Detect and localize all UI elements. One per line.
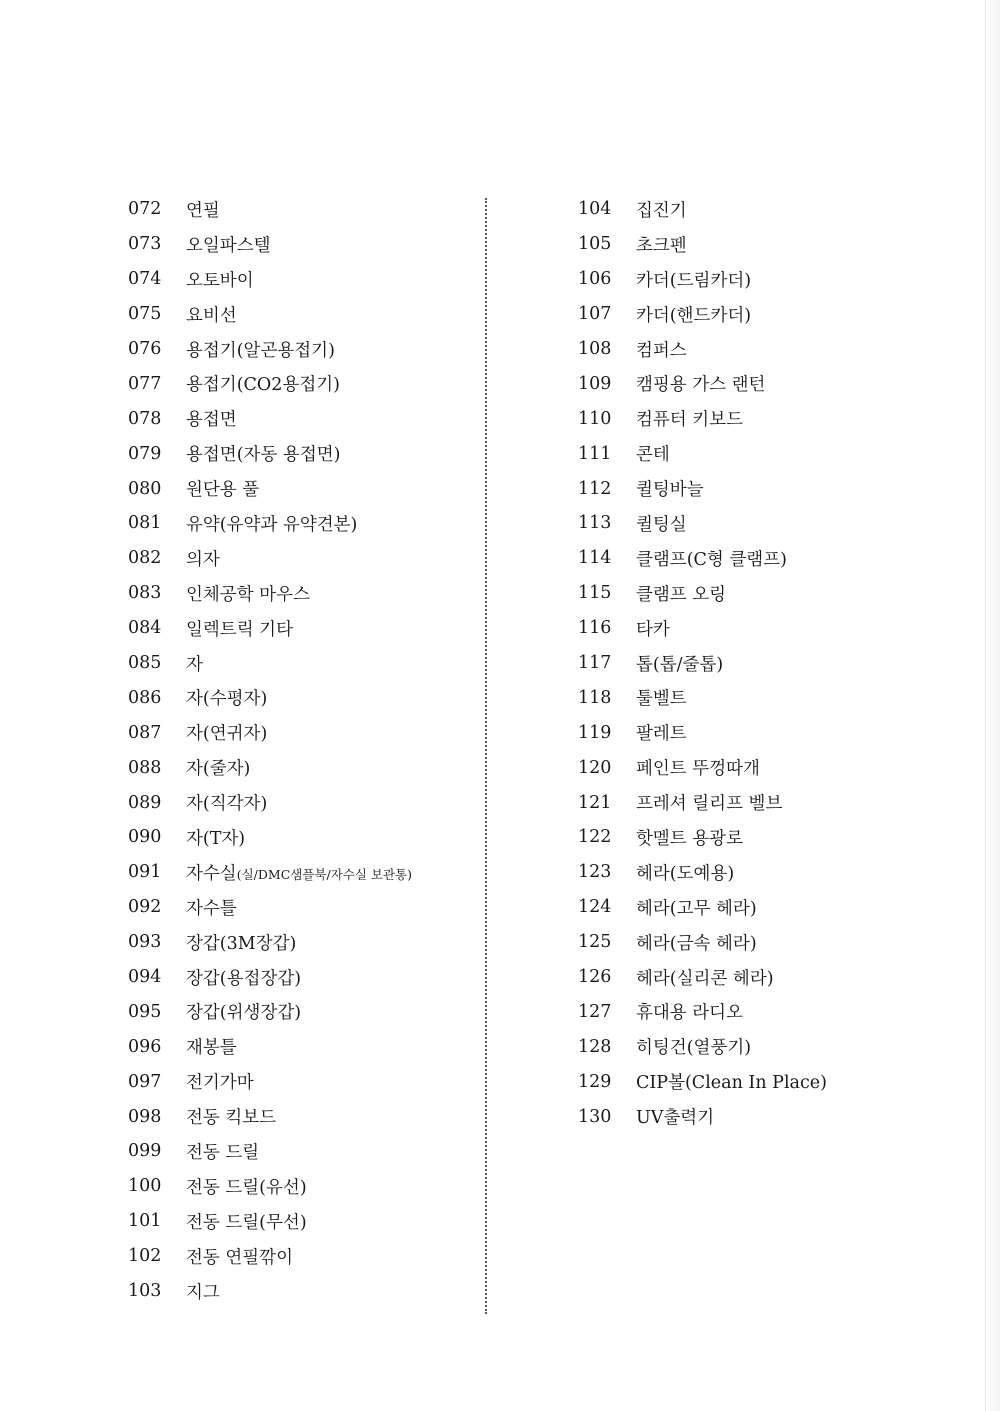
entry-term-text: 용접면(자동 용접면) [186, 445, 341, 466]
entry-term-text: 장갑(용접장갑) [186, 968, 302, 989]
entry-number: 128 [578, 1036, 612, 1057]
index-entry [128, 1204, 528, 1239]
index-entry [128, 646, 528, 681]
entry-term [186, 930, 296, 955]
entry-number: 088 [128, 757, 162, 778]
entry-term-text: 자(직각자) [186, 794, 268, 815]
entry-term [636, 895, 757, 920]
entry-term [636, 406, 743, 431]
entry-term [186, 1174, 307, 1199]
entry-number: 117 [578, 653, 612, 674]
entry-number: 103 [128, 1281, 162, 1302]
entry-term-text: 프레셔 릴리프 벨브 [636, 794, 783, 815]
entry-term-text: 집진기 [636, 200, 687, 221]
entry-number: 081 [128, 513, 162, 534]
index-entry [128, 332, 528, 367]
entry-term-text: 장갑(위생장갑) [186, 1003, 302, 1024]
entry-term [636, 1104, 714, 1129]
entry-term-text: 헤라(도예용) [636, 863, 735, 884]
entry-term [186, 965, 301, 990]
entry-term [636, 302, 751, 327]
entry-term-text: 전동 드릴 [186, 1142, 260, 1163]
entry-number: 085 [128, 653, 162, 674]
entry-number: 099 [128, 1141, 162, 1162]
entry-term [186, 999, 301, 1024]
entry-term-text: 재봉틀 [186, 1038, 237, 1059]
entry-number: 110 [578, 408, 612, 429]
entry-term [636, 825, 743, 850]
entry-term-text: 자 [186, 654, 203, 675]
entry-term-text: 전동 드릴(무선) [186, 1212, 307, 1233]
entry-term-text: 핫멜트 용광로 [636, 828, 743, 849]
index-entry [128, 506, 528, 541]
entry-term [636, 685, 687, 710]
index-entry [578, 541, 978, 576]
entry-term-text: 헤라(고무 헤라) [636, 898, 757, 919]
index-entry [128, 1169, 528, 1204]
index-entry [578, 750, 978, 785]
entry-term [186, 476, 259, 501]
entry-term [186, 1244, 293, 1269]
entry-number: 113 [578, 513, 612, 534]
index-entry [578, 994, 978, 1029]
entry-number: 112 [578, 478, 612, 499]
index-entry [578, 576, 978, 611]
entry-number: 130 [578, 1106, 612, 1127]
index-entry [128, 925, 528, 960]
entry-term [186, 616, 293, 641]
entry-term-text: 용접면 [186, 410, 237, 431]
entry-number: 079 [128, 443, 162, 464]
entry-term-text: 인체공학 마우스 [186, 584, 310, 605]
entry-number: 076 [128, 339, 162, 359]
index-entry [128, 611, 528, 646]
index-entry [128, 227, 528, 262]
entry-term [186, 546, 220, 571]
entry-number: 077 [128, 373, 162, 394]
entry-term [636, 232, 687, 257]
entry-term-text: CIP볼(Clean In Place) [636, 1073, 827, 1094]
entry-term [186, 790, 267, 815]
index-entry [578, 960, 978, 995]
entry-number: 109 [578, 373, 612, 394]
entry-number: 102 [128, 1246, 162, 1267]
index-entry [578, 436, 978, 471]
index-entry [128, 1239, 528, 1274]
entry-term [636, 511, 687, 536]
index-entry [578, 297, 978, 332]
entry-term [186, 825, 245, 850]
index-entry [128, 1134, 528, 1169]
entry-term [636, 197, 687, 222]
entry-term-text: 자(연귀자) [186, 724, 268, 745]
index-entry [578, 332, 978, 367]
index-entry [578, 227, 978, 262]
entry-term [186, 1279, 220, 1304]
index-entry [578, 890, 978, 925]
entry-term [186, 267, 254, 292]
entry-number: 105 [578, 234, 612, 255]
index-entry [578, 646, 978, 681]
entry-term [636, 965, 774, 990]
entry-term-text: 히팅건(열풍기) [636, 1038, 752, 1059]
entry-number: 111 [578, 443, 612, 464]
entry-number: 082 [128, 548, 162, 569]
entry-number: 125 [578, 932, 612, 953]
entry-term-text: UV출력기 [636, 1108, 715, 1129]
entry-term-text: 페인트 뚜껑따개 [636, 759, 760, 780]
entry-term-text: 퀼팅바늘 [636, 480, 704, 501]
entry-number: 116 [578, 618, 612, 639]
entry-number: 078 [128, 408, 162, 429]
entry-number: 084 [128, 618, 162, 639]
entry-number: 091 [128, 862, 162, 883]
entry-number: 073 [128, 234, 162, 255]
entry-number: 080 [128, 478, 162, 499]
entry-term-text: 카더(드림카더) [636, 270, 752, 291]
entry-term [186, 197, 220, 222]
index-entry [128, 436, 528, 471]
index-entry [578, 506, 978, 541]
entry-number: 097 [128, 1071, 162, 1092]
index-entry [128, 1064, 528, 1099]
entry-number: 075 [128, 304, 162, 325]
entry-number: 104 [578, 199, 612, 220]
index-entry [128, 471, 528, 506]
entry-number: 101 [128, 1211, 162, 1232]
entry-term-text: 헤라(실리콘 헤라) [636, 968, 774, 989]
index-entry [578, 680, 978, 715]
entry-number: 108 [578, 339, 612, 359]
entry-number: 086 [128, 687, 162, 708]
entry-number: 126 [578, 967, 612, 988]
entry-term [636, 930, 757, 955]
index-entry [128, 785, 528, 820]
index-entry [128, 890, 528, 925]
index-entry [128, 820, 528, 855]
entry-number: 087 [128, 722, 162, 743]
index-entry [128, 960, 528, 995]
index-column-left [128, 192, 528, 1309]
index-entry [578, 471, 978, 506]
entry-term [636, 755, 760, 780]
entry-term [636, 337, 687, 362]
index-entry [578, 785, 978, 820]
entry-number: 124 [578, 897, 612, 918]
entry-term-text: 카더(핸드카더) [636, 305, 752, 326]
entry-term-text: 클램프 오링 [636, 584, 727, 605]
entry-number: 096 [128, 1036, 162, 1057]
entry-term-text: 자수실 [186, 863, 237, 884]
entry-term [186, 685, 267, 710]
entry-term-text: 자(줄자) [186, 759, 251, 780]
entry-term-text: 원단용 풀 [186, 480, 260, 501]
index-entry [578, 192, 978, 227]
entry-number: 123 [578, 862, 612, 883]
entry-term-text: 초크펜 [636, 235, 687, 256]
entry-number: 115 [578, 583, 612, 604]
entry-term-text: 헤라(금속 헤라) [636, 933, 757, 954]
entry-term-text: 퀼팅실 [636, 514, 687, 535]
entry-number: 093 [128, 932, 162, 953]
entry-term-text: 클램프(C형 클램프) [636, 549, 787, 570]
entry-term-text: 일렉트릭 기타 [186, 619, 293, 640]
entry-term-text: 요비선 [186, 305, 237, 326]
entry-term-text: 타카 [636, 619, 670, 640]
index-entry [578, 820, 978, 855]
index-entry [128, 576, 528, 611]
entry-term [186, 895, 237, 920]
entry-term [186, 1139, 259, 1164]
entry-number: 094 [128, 967, 162, 988]
entry-term [186, 371, 340, 396]
index-entry [128, 262, 528, 297]
index-entry [128, 297, 528, 332]
entry-term-text: 콘테 [636, 445, 670, 466]
entry-term-text: 컴퍼스 [636, 340, 687, 361]
index-entry [128, 1029, 528, 1064]
entry-number: 107 [578, 304, 612, 325]
entry-number: 083 [128, 583, 162, 604]
index-entry [128, 994, 528, 1029]
entry-term [636, 999, 743, 1024]
entry-term-text: 유약(유약과 유약견본) [186, 514, 358, 535]
entry-term-text: 용접기(CO2용접기) [186, 375, 340, 396]
entry-number: 106 [578, 269, 612, 290]
index-entry [128, 750, 528, 785]
index-entry [128, 1099, 528, 1134]
index-entry [578, 1029, 978, 1064]
entry-number: 129 [578, 1071, 612, 1092]
entry-number: 119 [578, 722, 612, 743]
index-entry [578, 366, 978, 401]
entry-number: 122 [578, 827, 612, 848]
entry-term [186, 1069, 254, 1094]
index-entry [578, 611, 978, 646]
entry-term [186, 1209, 307, 1234]
entry-number: 095 [128, 1001, 162, 1022]
index-entry [578, 401, 978, 436]
entry-term-text: 연필 [186, 200, 220, 221]
index-entry [578, 1099, 978, 1134]
index-entry [128, 192, 528, 227]
index-entry [128, 366, 528, 401]
entry-term-note: (실/DMC샘플북/자수실 보관통) [236, 866, 413, 882]
entry-number: 118 [578, 687, 612, 708]
entry-term-text: 전동 드릴(유선) [186, 1177, 307, 1198]
entry-term [636, 651, 723, 676]
entry-term [186, 860, 412, 885]
entry-term [636, 476, 704, 501]
entry-term-text: 지그 [186, 1282, 220, 1303]
entry-term-text: 전동 킥보드 [186, 1108, 277, 1129]
entry-term [186, 1104, 276, 1129]
entry-term [636, 371, 765, 396]
entry-number: 120 [578, 757, 612, 778]
entry-number: 114 [578, 548, 612, 569]
entry-term [636, 720, 687, 745]
entry-term [636, 546, 787, 571]
entry-number: 072 [128, 199, 162, 220]
entry-term [636, 1034, 751, 1059]
index-entry [128, 855, 528, 890]
index-column-right [578, 192, 978, 1134]
entry-term-text: 톱(톱/줄톱) [636, 654, 724, 675]
entry-term-text: 휴대용 라디오 [636, 1003, 743, 1024]
entry-term-text: 전동 연필깎이 [186, 1247, 293, 1268]
entry-term [186, 302, 237, 327]
entry-term [186, 232, 271, 257]
entry-term [636, 790, 782, 815]
entry-term [186, 441, 340, 466]
entry-term [186, 337, 335, 362]
entry-term [186, 651, 203, 676]
entry-term-text: 오토바이 [186, 270, 254, 291]
index-entry [578, 262, 978, 297]
entry-term [186, 511, 357, 536]
page-edge [985, 0, 1000, 1411]
index-entry [128, 1274, 528, 1309]
entry-term-text: 용접기(알곤용접기) [186, 340, 335, 361]
entry-number: 100 [128, 1176, 162, 1197]
index-entry [128, 401, 528, 436]
entry-number: 089 [128, 792, 162, 813]
entry-term-text: 컴퓨터 키보드 [636, 410, 743, 431]
entry-number: 090 [128, 827, 162, 848]
entry-term-text: 자(수평자) [186, 689, 268, 710]
entry-number: 092 [128, 897, 162, 918]
column-divider [485, 198, 487, 1314]
entry-number: 074 [128, 269, 162, 290]
entry-term [636, 267, 751, 292]
entry-term-text: 의자 [186, 549, 220, 570]
entry-term [186, 720, 267, 745]
entry-term [636, 581, 726, 606]
entry-term-text: 자(T자) [186, 828, 246, 849]
entry-term-text: 팔레트 [636, 724, 687, 745]
entry-number: 127 [578, 1001, 612, 1022]
entry-term [186, 755, 250, 780]
entry-term [636, 441, 670, 466]
entry-term-text: 캠핑용 가스 랜턴 [636, 375, 766, 396]
entry-number: 098 [128, 1106, 162, 1127]
entry-term [636, 616, 670, 641]
index-entry [128, 715, 528, 750]
entry-term-text: 장갑(3M장갑) [186, 933, 297, 954]
entry-term-text: 전기가마 [186, 1073, 254, 1094]
entry-term [186, 581, 310, 606]
index-entry [128, 541, 528, 576]
index-entry [578, 925, 978, 960]
entry-number: 121 [578, 792, 612, 813]
entry-term [186, 406, 237, 431]
index-entry [128, 680, 528, 715]
entry-term-text: 오일파스텔 [186, 235, 271, 256]
entry-term [186, 1034, 237, 1059]
entry-term-text: 툴벨트 [636, 689, 687, 710]
index-entry [578, 715, 978, 750]
index-entry [578, 855, 978, 890]
entry-term [636, 1069, 827, 1094]
entry-term [636, 860, 734, 885]
index-entry [578, 1064, 978, 1099]
entry-term-text: 자수틀 [186, 898, 237, 919]
